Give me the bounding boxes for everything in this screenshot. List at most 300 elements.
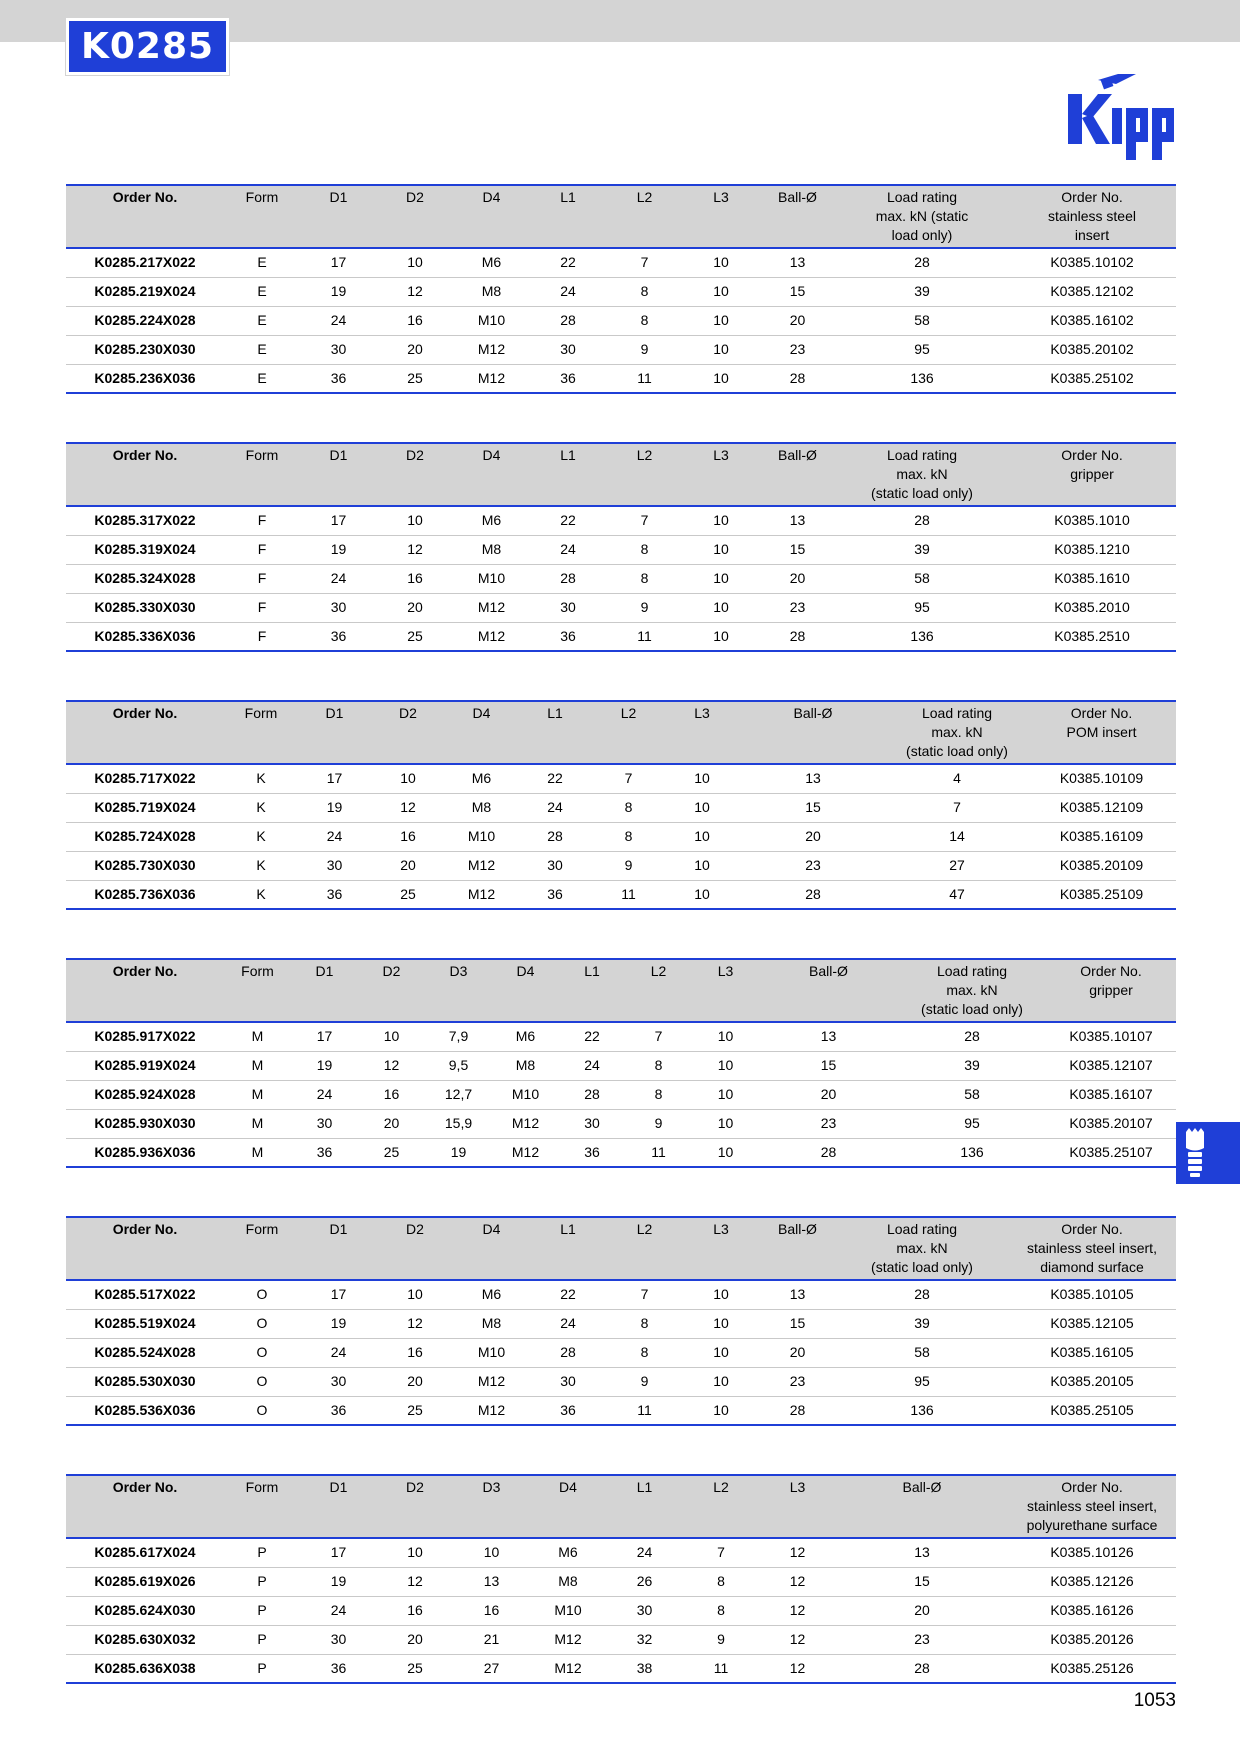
table-cell: 10 [683, 306, 759, 335]
order-number-cell: K0285.924X028 [66, 1080, 224, 1109]
column-header: D4 [492, 959, 559, 1022]
table-header-row [66, 185, 1176, 248]
table-cell: 25 [371, 880, 445, 909]
table-cell: 25 [377, 1396, 453, 1425]
table-row [66, 1538, 1176, 1567]
column-header: L1 [559, 959, 625, 1022]
table-cell: 10 [377, 1280, 453, 1309]
table-cell: P [224, 1567, 300, 1596]
table-cell: 9 [625, 1109, 692, 1138]
order-number-cell: K0285.536X036 [66, 1396, 224, 1425]
order-number-cell: K0285.636X038 [66, 1654, 224, 1683]
table-cell: 9 [683, 1625, 759, 1654]
table-cell: 36 [300, 622, 377, 651]
table-cell: 24 [530, 535, 606, 564]
table-row [66, 1338, 1176, 1367]
table-cell: 24 [300, 306, 377, 335]
table-cell: M8 [530, 1567, 606, 1596]
table-cell: 8 [606, 1309, 683, 1338]
table-cell: 12,7 [425, 1080, 492, 1109]
column-header: L1 [530, 443, 606, 506]
table-cell: M6 [453, 506, 530, 535]
column-header: Order No. POM insert [1027, 701, 1176, 764]
table-cell: 30 [291, 1109, 358, 1138]
column-header: L3 [665, 701, 739, 764]
column-header: Load rating max. kN (static load only) [898, 959, 1046, 1022]
table-cell: 20 [377, 593, 453, 622]
table-cell: 12 [759, 1625, 836, 1654]
table-cell: 13 [453, 1567, 530, 1596]
clamp-tool-icon [1176, 1122, 1240, 1184]
table-cell: K0385.12109 [1027, 793, 1176, 822]
order-number-cell: K0285.936X036 [66, 1138, 224, 1167]
order-number-cell: K0285.530X030 [66, 1367, 224, 1396]
table-cell: 9 [592, 851, 665, 880]
table-cell: 16 [377, 564, 453, 593]
table-cell: 28 [530, 1338, 606, 1367]
table-cell: 10 [371, 764, 445, 793]
column-header: D4 [530, 1475, 606, 1538]
table-cell: 13 [836, 1538, 1008, 1567]
column-header: L2 [606, 443, 683, 506]
column-header: Ball-Ø [759, 443, 836, 506]
table-cell: 24 [559, 1051, 625, 1080]
column-header: L2 [592, 701, 665, 764]
order-number-cell: K0285.224X028 [66, 306, 224, 335]
table-cell: 11 [606, 1396, 683, 1425]
table-cell: 12 [759, 1538, 836, 1567]
table-cell: 25 [377, 1654, 453, 1683]
table-cell: 19 [300, 1309, 377, 1338]
table-cell: K0385.10109 [1027, 764, 1176, 793]
table-cell: 28 [759, 364, 836, 393]
column-header: D1 [300, 185, 377, 248]
table-cell: 20 [377, 1367, 453, 1396]
page-number: 1053 [1133, 1690, 1176, 1711]
table-cell: M12 [492, 1109, 559, 1138]
table-cell: 13 [759, 1022, 898, 1051]
table-cell: 7 [606, 248, 683, 277]
table-cell: 136 [898, 1138, 1046, 1167]
table-cell: 36 [530, 622, 606, 651]
column-header: Order No. stainless steel insert, polyurethane surface [1008, 1475, 1176, 1538]
column-header: Ball-Ø [739, 701, 887, 764]
table-cell: M6 [445, 764, 518, 793]
table-row [66, 1309, 1176, 1338]
table-header-row [66, 1217, 1176, 1280]
table-cell: 10 [453, 1538, 530, 1567]
table-cell: M8 [492, 1051, 559, 1080]
table-cell: 19 [425, 1138, 492, 1167]
table-cell: 36 [300, 1396, 377, 1425]
table-cell: 10 [692, 1080, 759, 1109]
side-tab[interactable] [1176, 1122, 1240, 1184]
table-cell: M10 [530, 1596, 606, 1625]
table-row [66, 277, 1176, 306]
table-row [66, 1080, 1176, 1109]
table-cell: 28 [518, 822, 592, 851]
table-cell: 15 [759, 1309, 836, 1338]
table-cell: 11 [606, 622, 683, 651]
product-table-form-e [66, 184, 1176, 394]
product-table-form-p [66, 1474, 1176, 1684]
table-cell: 39 [836, 1309, 1008, 1338]
table-cell: K0385.12105 [1008, 1309, 1176, 1338]
table-cell: 8 [606, 535, 683, 564]
column-header: Load rating max. kN (static load only) [887, 701, 1027, 764]
table-cell: 28 [759, 1396, 836, 1425]
column-header: Form [224, 959, 291, 1022]
table-cell: E [224, 248, 300, 277]
table-row [66, 1109, 1176, 1138]
table-row [66, 1567, 1176, 1596]
table-row [66, 564, 1176, 593]
table-cell: 24 [298, 822, 371, 851]
column-header: Order No. stainless steel insert, diamond surface [1008, 1217, 1176, 1280]
table-cell: K [224, 880, 298, 909]
table-cell: 26 [606, 1567, 683, 1596]
table-cell: 9,5 [425, 1051, 492, 1080]
table-cell: 12 [759, 1654, 836, 1683]
order-number-cell: K0285.236X036 [66, 364, 224, 393]
table-cell: 16 [377, 306, 453, 335]
table-cell: O [224, 1396, 300, 1425]
table-cell: 19 [300, 277, 377, 306]
table-cell: 16 [377, 1338, 453, 1367]
table-cell: 15 [759, 277, 836, 306]
table-cell: 8 [606, 277, 683, 306]
column-header: D1 [291, 959, 358, 1022]
table-cell: 17 [291, 1022, 358, 1051]
table-cell: 24 [518, 793, 592, 822]
column-header: L3 [692, 959, 759, 1022]
table-cell: 12 [759, 1567, 836, 1596]
table-cell: 11 [592, 880, 665, 909]
table-row [66, 622, 1176, 651]
table-cell: 8 [625, 1080, 692, 1109]
table-cell: M [224, 1080, 291, 1109]
order-number-cell: K0285.230X030 [66, 335, 224, 364]
column-header: D4 [453, 185, 530, 248]
table-cell: O [224, 1280, 300, 1309]
column-header: Load rating max. kN (static load only) [836, 1217, 1008, 1280]
table-cell: M12 [453, 593, 530, 622]
table-cell: K0385.20102 [1008, 335, 1176, 364]
table-cell: 19 [300, 535, 377, 564]
table-cell: 28 [836, 1654, 1008, 1683]
table-cell: 58 [836, 564, 1008, 593]
table-cell: K0385.16102 [1008, 306, 1176, 335]
table-cell: 25 [377, 622, 453, 651]
table-cell: 95 [836, 1367, 1008, 1396]
table-cell: 14 [887, 822, 1027, 851]
table-cell: F [224, 593, 300, 622]
table-cell: 95 [836, 593, 1008, 622]
table-row [66, 822, 1176, 851]
order-number-cell: K0285.336X036 [66, 622, 224, 651]
table-cell: K [224, 822, 298, 851]
table-cell: K0385.12126 [1008, 1567, 1176, 1596]
column-header: Order No. stainless steel insert [1008, 185, 1176, 248]
column-header: Order No. [66, 1217, 224, 1280]
column-header: D2 [377, 1475, 453, 1538]
table-cell: 10 [683, 1396, 759, 1425]
table-cell: 10 [683, 622, 759, 651]
column-header: Order No. [66, 701, 224, 764]
table-cell: K0385.20109 [1027, 851, 1176, 880]
table-cell: 39 [898, 1051, 1046, 1080]
table-cell: E [224, 364, 300, 393]
table-cell: 10 [683, 335, 759, 364]
table-cell: F [224, 506, 300, 535]
table-cell: 10 [665, 793, 739, 822]
column-header: D2 [358, 959, 425, 1022]
order-number-cell: K0285.519X024 [66, 1309, 224, 1338]
table-cell: 17 [300, 506, 377, 535]
table-cell: K0385.20105 [1008, 1367, 1176, 1396]
table-cell: 36 [291, 1138, 358, 1167]
table-cell: F [224, 622, 300, 651]
column-header: L2 [625, 959, 692, 1022]
table-cell: 20 [759, 1080, 898, 1109]
table-cell: K0385.16126 [1008, 1596, 1176, 1625]
table-cell: M [224, 1109, 291, 1138]
table-cell: 27 [887, 851, 1027, 880]
table-cell: M8 [453, 1309, 530, 1338]
table-cell: 25 [358, 1138, 425, 1167]
column-header: Load rating max. kN (static load only) [836, 185, 1008, 248]
column-header: D3 [425, 959, 492, 1022]
table-cell: 10 [692, 1051, 759, 1080]
column-header: Form [224, 701, 298, 764]
column-header: L2 [683, 1475, 759, 1538]
table-row [66, 1138, 1176, 1167]
table-cell: 10 [683, 364, 759, 393]
column-header: Ball-Ø [759, 959, 898, 1022]
table-cell: 7 [683, 1538, 759, 1567]
table-cell: M [224, 1138, 291, 1167]
table-cell: K0385.25126 [1008, 1654, 1176, 1683]
table-cell: 10 [683, 593, 759, 622]
table-cell: 20 [759, 306, 836, 335]
order-number-cell: K0285.717X022 [66, 764, 224, 793]
table-cell: 10 [683, 1338, 759, 1367]
table-row [66, 1367, 1176, 1396]
table-cell: 23 [759, 1367, 836, 1396]
table-cell: 23 [759, 1109, 898, 1138]
table-cell: 10 [683, 1367, 759, 1396]
table-cell: 10 [683, 506, 759, 535]
table-cell: M8 [445, 793, 518, 822]
table-cell: 24 [300, 1338, 377, 1367]
table-cell: 10 [683, 564, 759, 593]
table-cell: 24 [606, 1538, 683, 1567]
table-cell: E [224, 306, 300, 335]
order-number-cell: K0285.724X028 [66, 822, 224, 851]
table-cell: K0385.10102 [1008, 248, 1176, 277]
table-cell: 30 [559, 1109, 625, 1138]
order-number-cell: K0285.919X024 [66, 1051, 224, 1080]
table-cell: 58 [836, 306, 1008, 335]
column-header: Form [224, 185, 300, 248]
column-header: Order No. gripper [1046, 959, 1176, 1022]
table-row [66, 1022, 1176, 1051]
column-header: Form [224, 443, 300, 506]
table-cell: 23 [739, 851, 887, 880]
table-cell: 36 [298, 880, 371, 909]
table-cell: 20 [377, 335, 453, 364]
table-cell: 10 [692, 1022, 759, 1051]
kipp-logo [1068, 74, 1180, 160]
table-cell: 10 [683, 1309, 759, 1338]
table-row [66, 248, 1176, 277]
table-cell: 17 [298, 764, 371, 793]
table-row [66, 535, 1176, 564]
table-cell: 47 [887, 880, 1027, 909]
table-cell: 58 [836, 1338, 1008, 1367]
column-header: D4 [453, 1217, 530, 1280]
product-table-form-m [66, 958, 1176, 1168]
table-cell: P [224, 1596, 300, 1625]
product-table-form-o [66, 1216, 1176, 1426]
column-header: L3 [759, 1475, 836, 1538]
table-cell: K0385.1610 [1008, 564, 1176, 593]
table-cell: 22 [559, 1022, 625, 1051]
table-cell: 20 [739, 822, 887, 851]
table-cell: 12 [377, 1309, 453, 1338]
column-header: D1 [300, 1217, 377, 1280]
table-cell: M8 [453, 277, 530, 306]
table-cell: 20 [377, 1625, 453, 1654]
table-cell: 19 [298, 793, 371, 822]
column-header: L1 [518, 701, 592, 764]
table-cell: M12 [453, 1396, 530, 1425]
table-cell: K0385.2510 [1008, 622, 1176, 651]
order-number-cell: K0285.736X036 [66, 880, 224, 909]
table-cell: K0385.10105 [1008, 1280, 1176, 1309]
table-cell: 28 [739, 880, 887, 909]
order-number-cell: K0285.719X024 [66, 793, 224, 822]
column-header: Order No. [66, 1475, 224, 1538]
table-cell: 10 [683, 277, 759, 306]
table-cell: 8 [592, 793, 665, 822]
table-cell: 12 [759, 1596, 836, 1625]
table-row [66, 1280, 1176, 1309]
column-header: Form [224, 1475, 300, 1538]
column-header: D2 [377, 443, 453, 506]
column-header: L3 [683, 443, 759, 506]
table-cell: 24 [300, 564, 377, 593]
table-header-row [66, 959, 1176, 1022]
table-cell: 32 [606, 1625, 683, 1654]
table-cell: 15 [759, 535, 836, 564]
table-cell: M12 [530, 1654, 606, 1683]
table-cell: 9 [606, 593, 683, 622]
table-row [66, 1396, 1176, 1425]
order-number-cell: K0285.730X030 [66, 851, 224, 880]
order-number-cell: K0285.217X022 [66, 248, 224, 277]
table-cell: 22 [530, 248, 606, 277]
column-header: Load rating max. kN (static load only) [836, 443, 1008, 506]
table-cell: 7 [625, 1022, 692, 1051]
order-number-cell: K0285.517X022 [66, 1280, 224, 1309]
table-cell: 8 [683, 1596, 759, 1625]
table-cell: 24 [530, 277, 606, 306]
table-cell: 23 [759, 593, 836, 622]
column-header: L3 [683, 185, 759, 248]
table-cell: 22 [530, 1280, 606, 1309]
table-cell: 95 [898, 1109, 1046, 1138]
column-header: D2 [377, 1217, 453, 1280]
table-row [66, 1596, 1176, 1625]
column-header: D1 [300, 1475, 377, 1538]
table-row [66, 764, 1176, 793]
column-header: Order No. [66, 185, 224, 248]
table-cell: M6 [453, 248, 530, 277]
order-number-cell: K0285.317X022 [66, 506, 224, 535]
table-cell: 24 [530, 1309, 606, 1338]
table-cell: 22 [530, 506, 606, 535]
table-cell: 30 [300, 593, 377, 622]
order-number-cell: K0285.917X022 [66, 1022, 224, 1051]
table-cell: 17 [300, 1538, 377, 1567]
table-cell: 12 [377, 1567, 453, 1596]
table-cell: 9 [606, 1367, 683, 1396]
table-cell: M10 [445, 822, 518, 851]
table-cell: 16 [371, 822, 445, 851]
table-cell: O [224, 1338, 300, 1367]
table-cell: K0385.10107 [1046, 1022, 1176, 1051]
table-cell: M6 [492, 1022, 559, 1051]
table-cell: 39 [836, 535, 1008, 564]
table-cell: 16 [453, 1596, 530, 1625]
table-cell: K [224, 851, 298, 880]
table-cell: M8 [453, 535, 530, 564]
table-cell: K0385.2010 [1008, 593, 1176, 622]
table-cell: K [224, 793, 298, 822]
table-cell: 23 [836, 1625, 1008, 1654]
table-cell: 20 [759, 564, 836, 593]
table-cell: M10 [453, 564, 530, 593]
column-header: L2 [606, 1217, 683, 1280]
table-cell: 10 [665, 880, 739, 909]
table-row [66, 1625, 1176, 1654]
table-cell: 36 [518, 880, 592, 909]
table-cell: 10 [377, 248, 453, 277]
table-cell: 36 [530, 364, 606, 393]
order-number-cell: K0285.930X030 [66, 1109, 224, 1138]
table-cell: 10 [358, 1022, 425, 1051]
table-cell: 28 [530, 564, 606, 593]
table-cell: 10 [683, 248, 759, 277]
table-cell: 13 [759, 1280, 836, 1309]
table-cell: 20 [759, 1338, 836, 1367]
table-cell: K0385.1010 [1008, 506, 1176, 535]
table-cell: 28 [836, 248, 1008, 277]
table-cell: 28 [559, 1080, 625, 1109]
table-cell: P [224, 1654, 300, 1683]
table-cell: F [224, 564, 300, 593]
table-cell: 12 [377, 277, 453, 306]
table-cell: K0385.25102 [1008, 364, 1176, 393]
table-cell: 28 [836, 506, 1008, 535]
table-cell: K0385.16105 [1008, 1338, 1176, 1367]
order-number-cell: K0285.319X024 [66, 535, 224, 564]
column-header: Ball-Ø [759, 185, 836, 248]
table-cell: F [224, 535, 300, 564]
table-row [66, 306, 1176, 335]
table-cell: 17 [300, 1280, 377, 1309]
